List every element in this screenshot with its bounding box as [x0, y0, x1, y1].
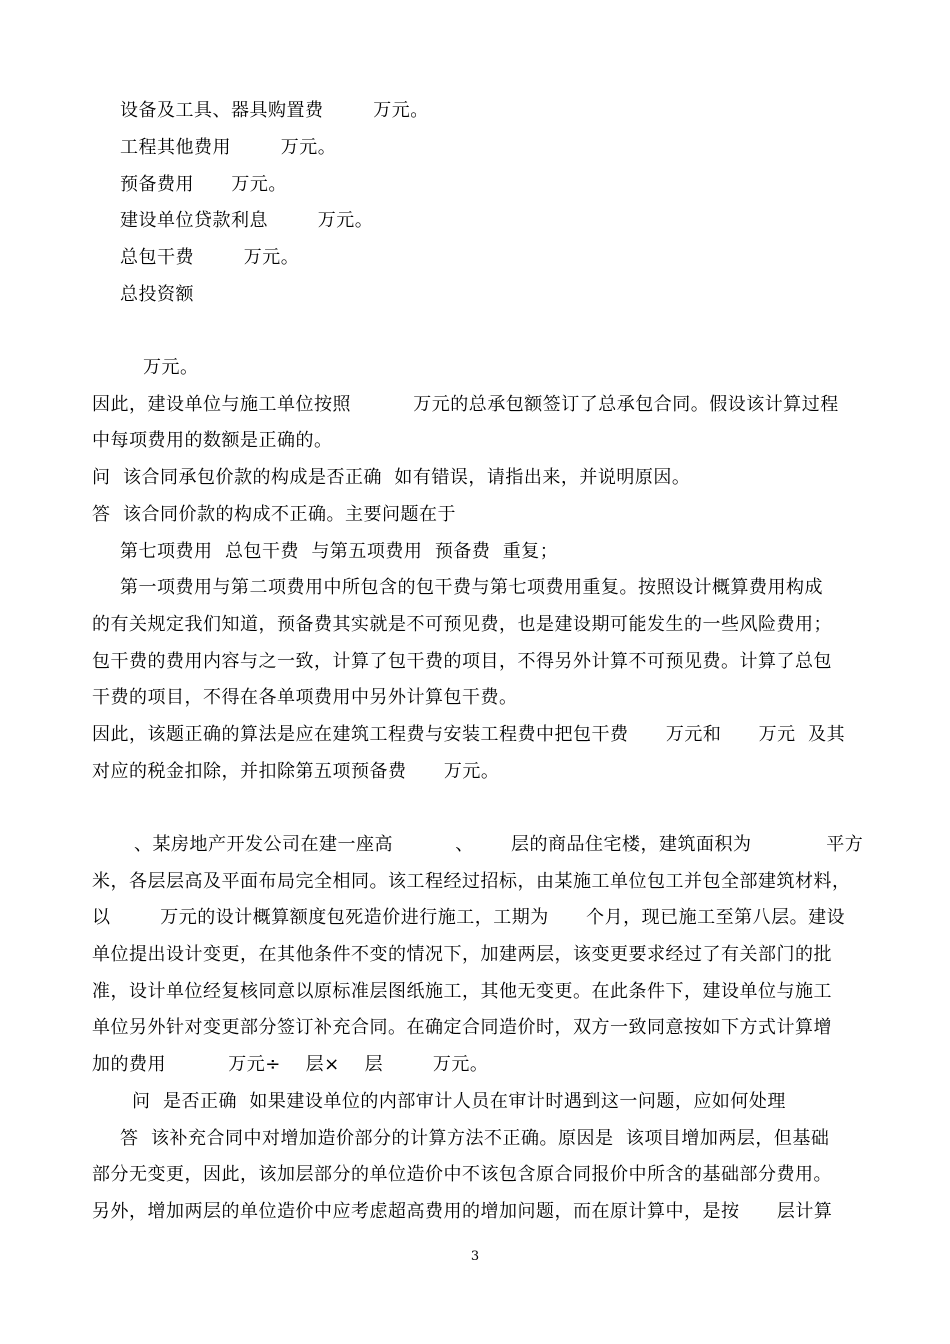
text-line: 总投资额 [120, 284, 194, 305]
text-line: 干费的项目，不得在各单项费用中另外计算包干费。 [92, 687, 518, 708]
text-line: 预备费用 万元。 [120, 174, 287, 195]
text-line: 问 该合同承包价款的构成是否正确 如有错误，请指出来，并说明原因。 [92, 467, 691, 488]
text-line: 中每项费用的数额是正确的。 [92, 430, 333, 451]
text-line: 的有关规定我们知道，预备费其实就是不可预见费，也是建设期可能发生的一些风险费用； [92, 614, 832, 635]
text-line: 总包干费 万元。 [120, 247, 300, 268]
text-line: 米，各层层高及平面布局完全相同。该工程经过招标，由某施工单位包工并包全部建筑材料， [92, 871, 851, 892]
text-line: 包干费的费用内容与之一致，计算了包干费的项目，不得另外计算不可预见费。计算了总包 [92, 651, 832, 672]
text-line: 因此，建设单位与施工单位按照 万元的总承包额签订了总承包合同。假设该计算过程 [92, 394, 839, 415]
text-line: 加的费用 万元÷ 层× 层 万元。 [92, 1054, 489, 1075]
text-line: 答 该补充合同中对增加造价部分的计算方法不正确。原因是 该项目增加两层，但基础 [120, 1128, 830, 1149]
page-number: 3 [470, 1249, 480, 1264]
text-line: 第七项费用 总包干费 与第五项费用 预备费 重复； [120, 541, 559, 562]
text-line: 第一项费用与第二项费用中所包含的包干费与第七项费用重复。按照设计概算费用构成 [120, 577, 823, 598]
text-line: 问 是否正确 如果建设单位的内部审计人员在审计时遇到这一问题，应如何处理 [132, 1091, 786, 1112]
text-line: 工程其他费用 万元。 [120, 137, 337, 158]
text-line: 建设单位贷款利息 万元。 [120, 210, 374, 231]
text-line: 单位另外针对变更部分签订补充合同。在确定合同造价时，双方一致同意按如下方式计算增 [92, 1017, 832, 1038]
text-line: 因此，该题正确的算法是应在建筑工程费与安装工程费中把包干费 万元和 万元 及其 [92, 724, 846, 745]
text-line: 、某房地产开发公司在建一座高 、 层的商品住宅楼，建筑面积为 平方 [134, 834, 864, 855]
text-line: 单位提出设计变更，在其他条件不变的情况下，加建两层，该变更要求经过了有关部门的批 [92, 944, 832, 965]
text-line: 设备及工具、器具购置费 万元。 [120, 100, 429, 121]
text-line: 答 该合同价款的构成不正确。主要问题在于 [92, 504, 456, 525]
text-line: 部分无变更，因此，该加层部分的单位造价中不该包含原合同报价中所含的基础部分费用。 [92, 1164, 832, 1185]
text-line: 万元。 [143, 357, 199, 378]
text-line: 另外，增加两层的单位造价中应考虑超高费用的增加问题，而在原计算中，是按 层计算 [92, 1201, 833, 1222]
text-line: 对应的税金扣除，并扣除第五项预备费 万元。 [92, 761, 500, 782]
text-line: 以 万元的设计概算额度包死造价进行施工，工期为 个月，现已施工至第八层。建设 [92, 907, 846, 928]
text-line: 准，设计单位经复核同意以原标准层图纸施工，其他无变更。在此条件下，建设单位与施工 [92, 981, 832, 1002]
